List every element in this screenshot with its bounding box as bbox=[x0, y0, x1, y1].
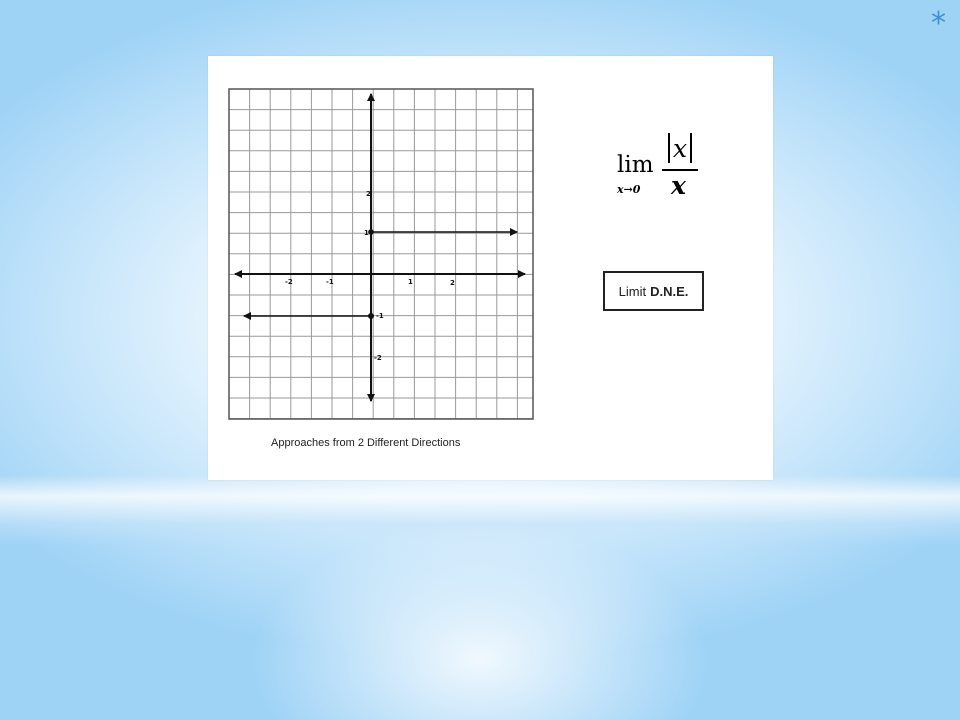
limit-result-box bbox=[603, 271, 704, 311]
y-tick-label: -2 bbox=[374, 354, 382, 362]
result-prefix: Limit bbox=[618, 283, 647, 299]
limit-subscript: x→0 bbox=[617, 183, 641, 196]
y-tick-label: -1 bbox=[376, 312, 384, 320]
x-tick-label: -2 bbox=[285, 278, 293, 286]
x-tick-label: 2 bbox=[450, 279, 455, 287]
limit-operator: lim bbox=[617, 152, 654, 178]
open-point-positive bbox=[368, 229, 374, 235]
slide-decoration-asterisk: * bbox=[931, 6, 946, 41]
graph-caption: Approaches from 2 Different Directions bbox=[271, 437, 461, 449]
formula-denominator: x bbox=[671, 171, 686, 200]
y-tick-label: 1 bbox=[364, 229, 369, 237]
limit-formula bbox=[612, 131, 722, 201]
x-tick-label: 1 bbox=[408, 278, 413, 286]
graph-grid bbox=[229, 89, 533, 419]
result-dne: D.N.E. bbox=[650, 283, 689, 299]
numerator-variable: x bbox=[673, 134, 688, 163]
y-tick-label: 2 bbox=[366, 190, 371, 198]
formula-numerator bbox=[665, 133, 695, 163]
x-tick-label: -1 bbox=[326, 278, 334, 286]
point-negative bbox=[368, 313, 374, 319]
